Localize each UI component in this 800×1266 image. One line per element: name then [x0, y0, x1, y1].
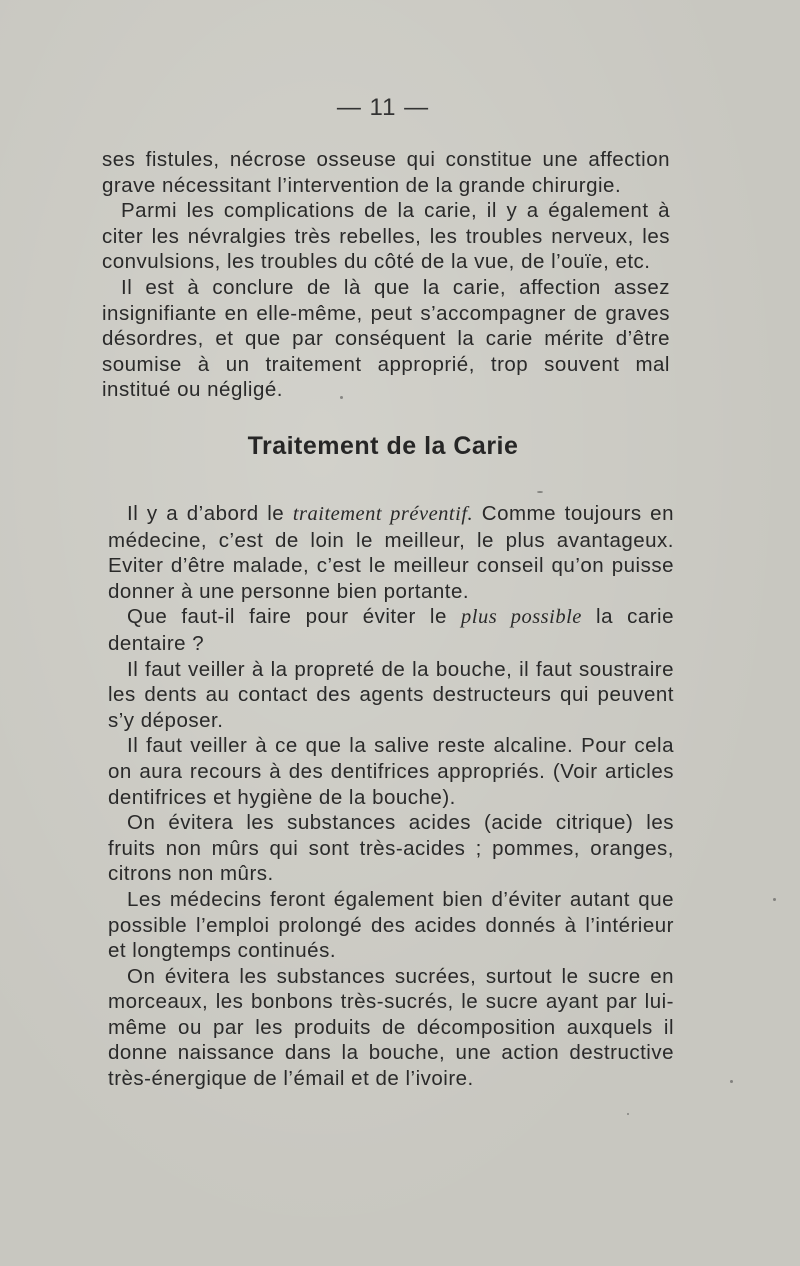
text-run: Que faut-il faire pour éviter le — [127, 605, 461, 629]
paper-speck — [627, 1113, 629, 1115]
emphasis-text: traitement préventif. — [292, 503, 474, 525]
top-text-block — [102, 147, 670, 403]
text-run: Il y a d’abord le — [127, 502, 293, 525]
paragraph-cleanliness: Il faut veiller à la propreté de la bouche, il faut soustraire les dents au contact des agents destructeurs qui peuvent s’y déposer. — [108, 657, 674, 732]
section-heading: Traitement de la Carie — [247, 432, 519, 460]
page-number: — 11 — — [336, 94, 430, 121]
paragraph-physicians: Les médecins feront également bien d’éviter autant que possible l’emploi prolongé des acides donnés à l’intérieur et longtemps continués. — [108, 887, 674, 963]
paragraph-acids: On évitera les substances acides (acide citrique) les fruits non mûrs qui sont très-acides ; pommes, oranges, citrons non mûrs. — [108, 811, 674, 886]
paragraph-question — [108, 604, 674, 656]
paper-speck — [340, 396, 343, 399]
paragraph-conclusion: Il est à conclure de là que la carie, affection assez insignifiante en elle-même, peut s’accompagner de graves désordres, et que par conséquent la carie mérite d’être soumise à un traitement approprié, trop souvent mal institué ou négligé. — [102, 275, 670, 402]
paragraph-saliva: Il faut veiller à ce que la salive reste alcaline. Pour cela on aura recours à des dentifrices appropriés. (Voir articles dentifrices et hygiène de la bouche). — [108, 734, 674, 809]
paragraph-continuation: ses fistules, nécrose osseuse qui constitue une affection grave nécessitant l’intervention de la grande chirurgie. — [102, 148, 670, 197]
paragraph-complications: Parmi les complications de la carie, il y a également à citer les névralgies très rebelles, les troubles nerveux, les convulsions, les troubles du côté de la vue, de l’ouïe, etc. — [102, 199, 670, 274]
paper-speck — [730, 1080, 733, 1083]
paper-speck — [537, 491, 543, 493]
main-text-block — [108, 501, 674, 1092]
paragraph-preventive — [108, 501, 674, 604]
paragraph-sugars: On évitera les substances sucrées, surtout le sucre en morceaux, les bonbons très-sucrés, le sucre ayant par lui-même ou par les produits de décomposition auxquels il donne naissance dans la bouche, une action destructive très-énergique de l’émail et de l’ivoire. — [108, 964, 674, 1091]
text-run: Comme toujours en médecine, c’est de loin le meilleur, le plus avantageux. Eviter d’être malade, c’est le meilleur conseil qu’on puisse donner à une personne bien portante. — [108, 502, 674, 603]
emphasis-text: plus possible — [461, 606, 582, 629]
paper-speck — [773, 898, 776, 901]
text-run: la carie dentaire ? — [108, 605, 675, 655]
